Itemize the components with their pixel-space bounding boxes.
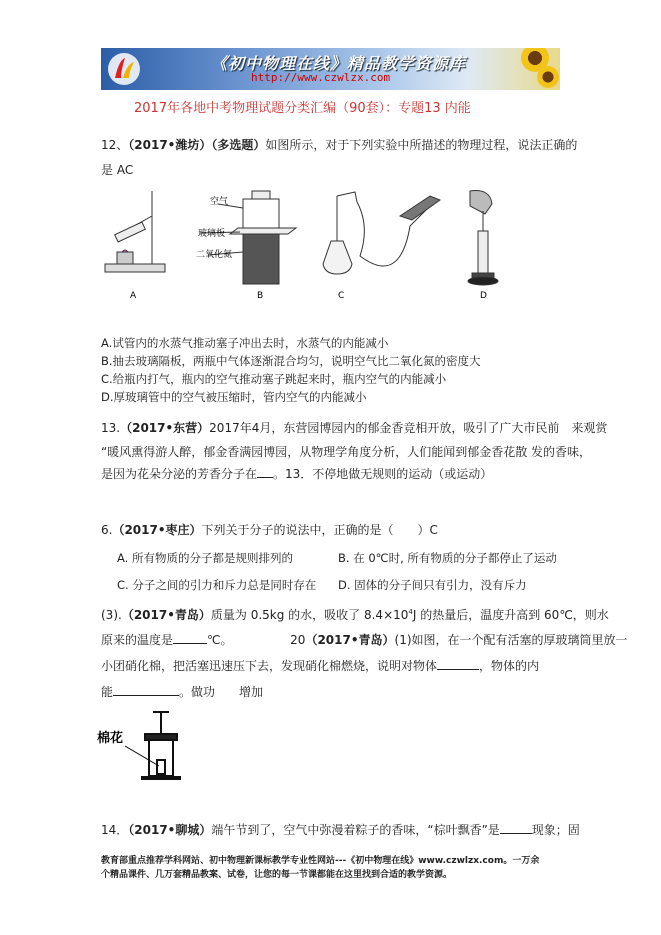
figure-b-label-air: 空气 <box>210 197 229 207</box>
question-3-line2: 原来的温度是 ℃。 20（2017•青岛）(1)如图，在一个配有活塞的厚玻璃筒里放一 <box>101 633 628 647</box>
question-12: 12、（2017•潍坊）（多选题）如图所示，对于下列实验中所描述的物理过程，说法正确的 <box>101 138 578 152</box>
footer-line-2: 个精品课件、几万套精品教案、试卷，让您的每一节课都能在这里找到合适的教学资源。 <box>101 870 453 880</box>
site-logo-icon <box>107 52 141 86</box>
sunflower-icon <box>537 66 559 88</box>
answer-blank <box>173 643 207 644</box>
figure-b-label-glass: 玻璃板 <box>198 229 226 239</box>
header-banner <box>101 48 560 90</box>
question-source: （2017•潍坊） <box>128 138 212 152</box>
question-13-line3: 是因为花朵分泌的芳香分子在 。13．不停地做无规则的运动（或运动） <box>101 467 493 481</box>
question-6: 6.（2017•枣庄）下列关于分子的说法中，正确的是（ ）C <box>101 523 438 537</box>
question-14: 14．（2017•聊城）端午节到了，空气中弥漫着粽子的香味，“棕叶飘香”是 现象；固 <box>101 823 580 837</box>
question-source: （2017•聊城） <box>128 823 212 837</box>
cotton-cylinder-figure <box>95 708 195 788</box>
figure-c-flask-pump-icon <box>323 192 440 274</box>
experiment-figures <box>100 186 520 304</box>
question-source: （2017•青岛） <box>305 633 395 647</box>
option-b: B.抽去玻璃隔板，两瓶中气体逐渐混合均匀，说明空气比二氧化氮的密度大 <box>101 354 481 368</box>
question-20-line3: 小团硝化棉，把活塞迅速压下去，发现硝化棉燃烧，说明对物体 ，物体的内 <box>101 659 540 673</box>
cotton-label: 棉花 <box>97 731 124 746</box>
document-title: 2017年各地中考物理试题分类汇编（90套）：专题13 内能 <box>134 101 471 116</box>
question-12-answer: 是 AC <box>101 163 134 177</box>
answer-blank <box>500 833 532 834</box>
figure-d-compression-tube-icon <box>468 191 498 285</box>
banner-url[interactable]: http://www.czwlzx.com <box>251 71 391 84</box>
question-source: （2017•东营） <box>120 421 210 435</box>
option-a: A. 所有物质的分子都是规则排列的 <box>117 551 293 565</box>
question-20-line4: 能 。做功 增加 <box>101 685 264 699</box>
banner-title: 《初中物理在线》精品教学资源库 <box>211 54 467 73</box>
figure-label-a: A <box>130 291 137 301</box>
question-13-line2: “暖风熏得游人醉，郁金香满园博园，从物理学角度分析，人们能闻到郁金香花散 发的香味， <box>101 445 592 459</box>
option-b: B. 在 0℃时, 所有物质的分子都停止了运动 <box>338 551 557 565</box>
question-13: 13.（2017•东营）2017年4月，东营园博园内的郁金香竞相开放，吸引了广大市民前 来观赏 <box>101 421 608 435</box>
option-d: D.厚玻璃管中的空气被压缩时，管内空气的内能减小 <box>101 390 367 404</box>
figure-label-d: D <box>480 291 487 301</box>
footer-line-1: 教育部重点推荐学科网站、初中物理新课标教学专业性网站---《初中物理在线》www.czwlzx.com。一万余 <box>101 856 540 866</box>
answer-blank <box>257 477 273 478</box>
figure-a-test-tube-icon <box>105 191 165 272</box>
figure-b-label-no2: 二氧化氮 <box>196 250 233 260</box>
option-d: D. 固体的分子间只有引力，没有斥力 <box>338 578 527 592</box>
figure-label-c: C <box>338 291 345 301</box>
option-c: C. 分子之间的引力和斥力总是同时存在 <box>117 578 317 592</box>
question-3: (3).（2017•青岛）质量为 0.5kg 的水，吸收了 $8.4\times 10^4J$ 的热量后，温度升高到 60℃，则水 <box>101 608 609 622</box>
question-type: （多选题） <box>211 138 266 152</box>
option-a: A.试管内的水蒸气推动塞子冲出去时，水蒸气的内能减小 <box>101 336 389 350</box>
answer-blank <box>437 669 479 670</box>
figure-label-b: B <box>257 291 264 301</box>
question-source: （2017•青岛） <box>121 608 211 622</box>
answer-blank <box>113 695 179 696</box>
option-c: C.给瓶内打气，瓶内的空气推动塞子跳起来时，瓶内空气的内能减小 <box>101 372 447 386</box>
question-source: （2017•枣庄） <box>112 523 202 537</box>
